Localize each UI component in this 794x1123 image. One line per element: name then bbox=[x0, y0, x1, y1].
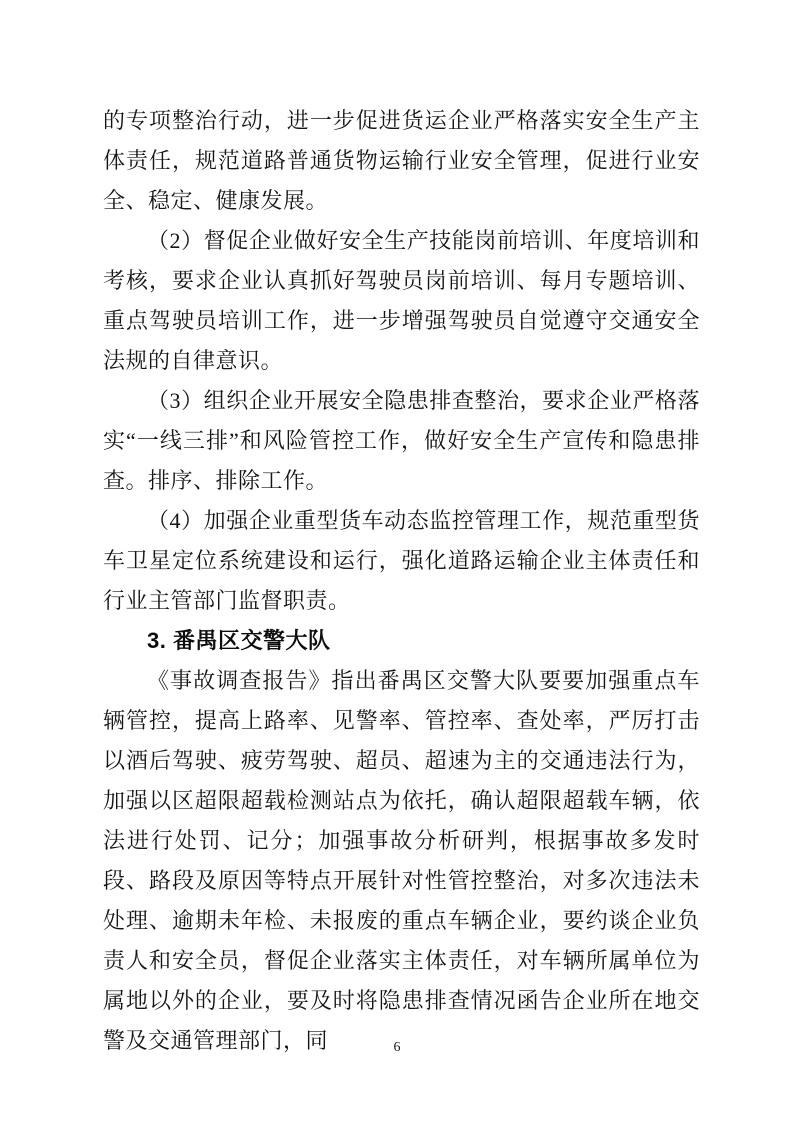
section-heading-panyu-traffic-police: 3. 番禺区交警大队 bbox=[147, 628, 331, 653]
document-body bbox=[103, 101, 700, 1061]
paragraph-item-3: （3）组织企业开展安全隐患排查整治，要求企业严格落实“一线三排”和风险管控工作，做好安全生产宣传和隐患排查。排序、排除工作。 bbox=[103, 388, 700, 493]
paragraph-continuation: 的专项整治行动，进一步促进货运企业严格落实安全生产主体责任，规范道路普通货物运输行业安全管理，促进行业安全、稳定、健康发展。 bbox=[103, 108, 700, 213]
paragraph-item-4: （4）加强企业重型货车动态监控管理工作，规范重型货车卫星定位系统建设和运行，强化道路运输企业主体责任和行业主管部门监督职责。 bbox=[103, 508, 700, 613]
paragraph-item-2: （2）督促企业做好安全生产技能岗前培训、年度培训和考核，要求企业认真抓好驾驶员岗前培训、每月专题培训、重点驾驶员培训工作，进一步增强驾驶员自觉遵守交通安全法规的自律意识。 bbox=[103, 228, 700, 373]
paragraph-accident-report: 《事故调查报告》指出番禺区交警大队要要加强重点车辆管控，提高上路率、见警率、管控率、查处率，严厉打击以酒后驾驶、疲劳驾驶、超员、超速为主的交通违法行为，加强以区超限超载检测站点为依托，确认超限超载车辆，依法进行处罚、记分；加强事故分析研判，根据事故多发时段、路段及原因等特点开展针对性管控整治，对多次违法未处理、逾期未年检、未报废的重点车辆企业，要约谈企业负责人和安全员，督促企业落实主体责任，对车辆所属单位为属地以外的企业，要及时将隐患排查情况函告企业所在地交警及交通管理部门，同 bbox=[103, 668, 700, 1053]
page-number: 6 bbox=[393, 1040, 401, 1055]
